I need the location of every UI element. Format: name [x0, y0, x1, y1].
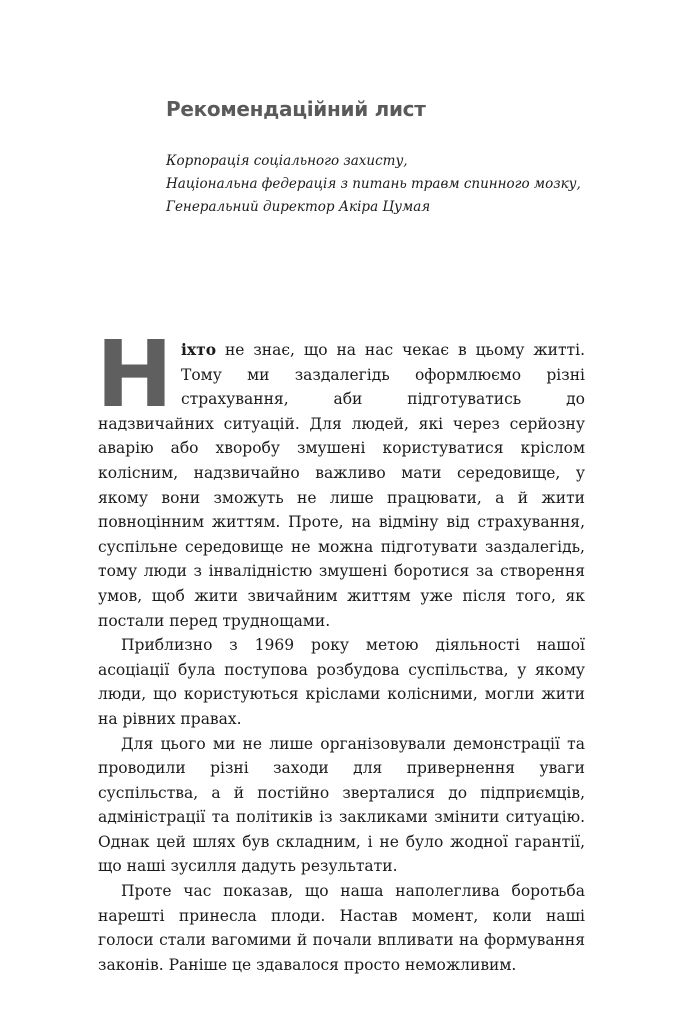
letter-body	[96, 321, 585, 977]
paragraph-1-text: не знає, що на нас чекає в цьому житті. Тому ми заздалегідь оформлюємо різні страхування, аби підготуватись до надзвичайних ситуацій. Для людей, які через серйозну аварію або хворобу змушені користуватися кріслом колісним, надзвичайно важливо мати середовище, у якому вони зможуть не лише працювати, а й жити повноцінним життям. Проте, на відміну від страхування, суспільне середовище не можна підготувати заздалегідь, тому люди з інвалідністю змушені боротися за створення умов, щоб жити звичайним життям уже після того, як постали перед труднощами.	[98, 341, 585, 630]
sender-line-organization: Корпорація соціального захисту,	[166, 153, 408, 169]
paragraph-1	[96, 321, 585, 633]
drop-cap: Н	[96, 321, 173, 428]
sender-block	[166, 150, 606, 219]
paragraph-4: Проте час показав, що наша наполеглива боротьба нарешті принесла плоди. Настав момент, коли наші голоси стали вагомими й почали впливати на формування законів. Раніше це здавалося просто неможливим.	[98, 882, 585, 974]
paragraph-3: Для цього ми не лише організовували демонстрації та проводили різні заходи для привернення уваги суспільства, а й постійно зверталися до підприємців, адміністрації та політиків із закликами змінити ситуацію. Однак цей шлях був складним, і не було жодної гарантії, що наші зусилля дадуть результати.	[98, 734, 585, 876]
sender-line-director: Генеральний директор Акіра Цумая	[166, 199, 431, 215]
letter-title: Рекомендаційний лист	[166, 97, 426, 121]
sender-line-federation: Національна федерація з питань травм спинного мозку,	[166, 176, 581, 192]
lead-word: іхто	[181, 340, 217, 359]
paragraph-2: Приблизно з 1969 року метою діяльності нашої асоціації була поступова розбудова суспільства, у якому люди, що користуються кріслами колісними, могли жити на рівних правах.	[98, 636, 585, 728]
